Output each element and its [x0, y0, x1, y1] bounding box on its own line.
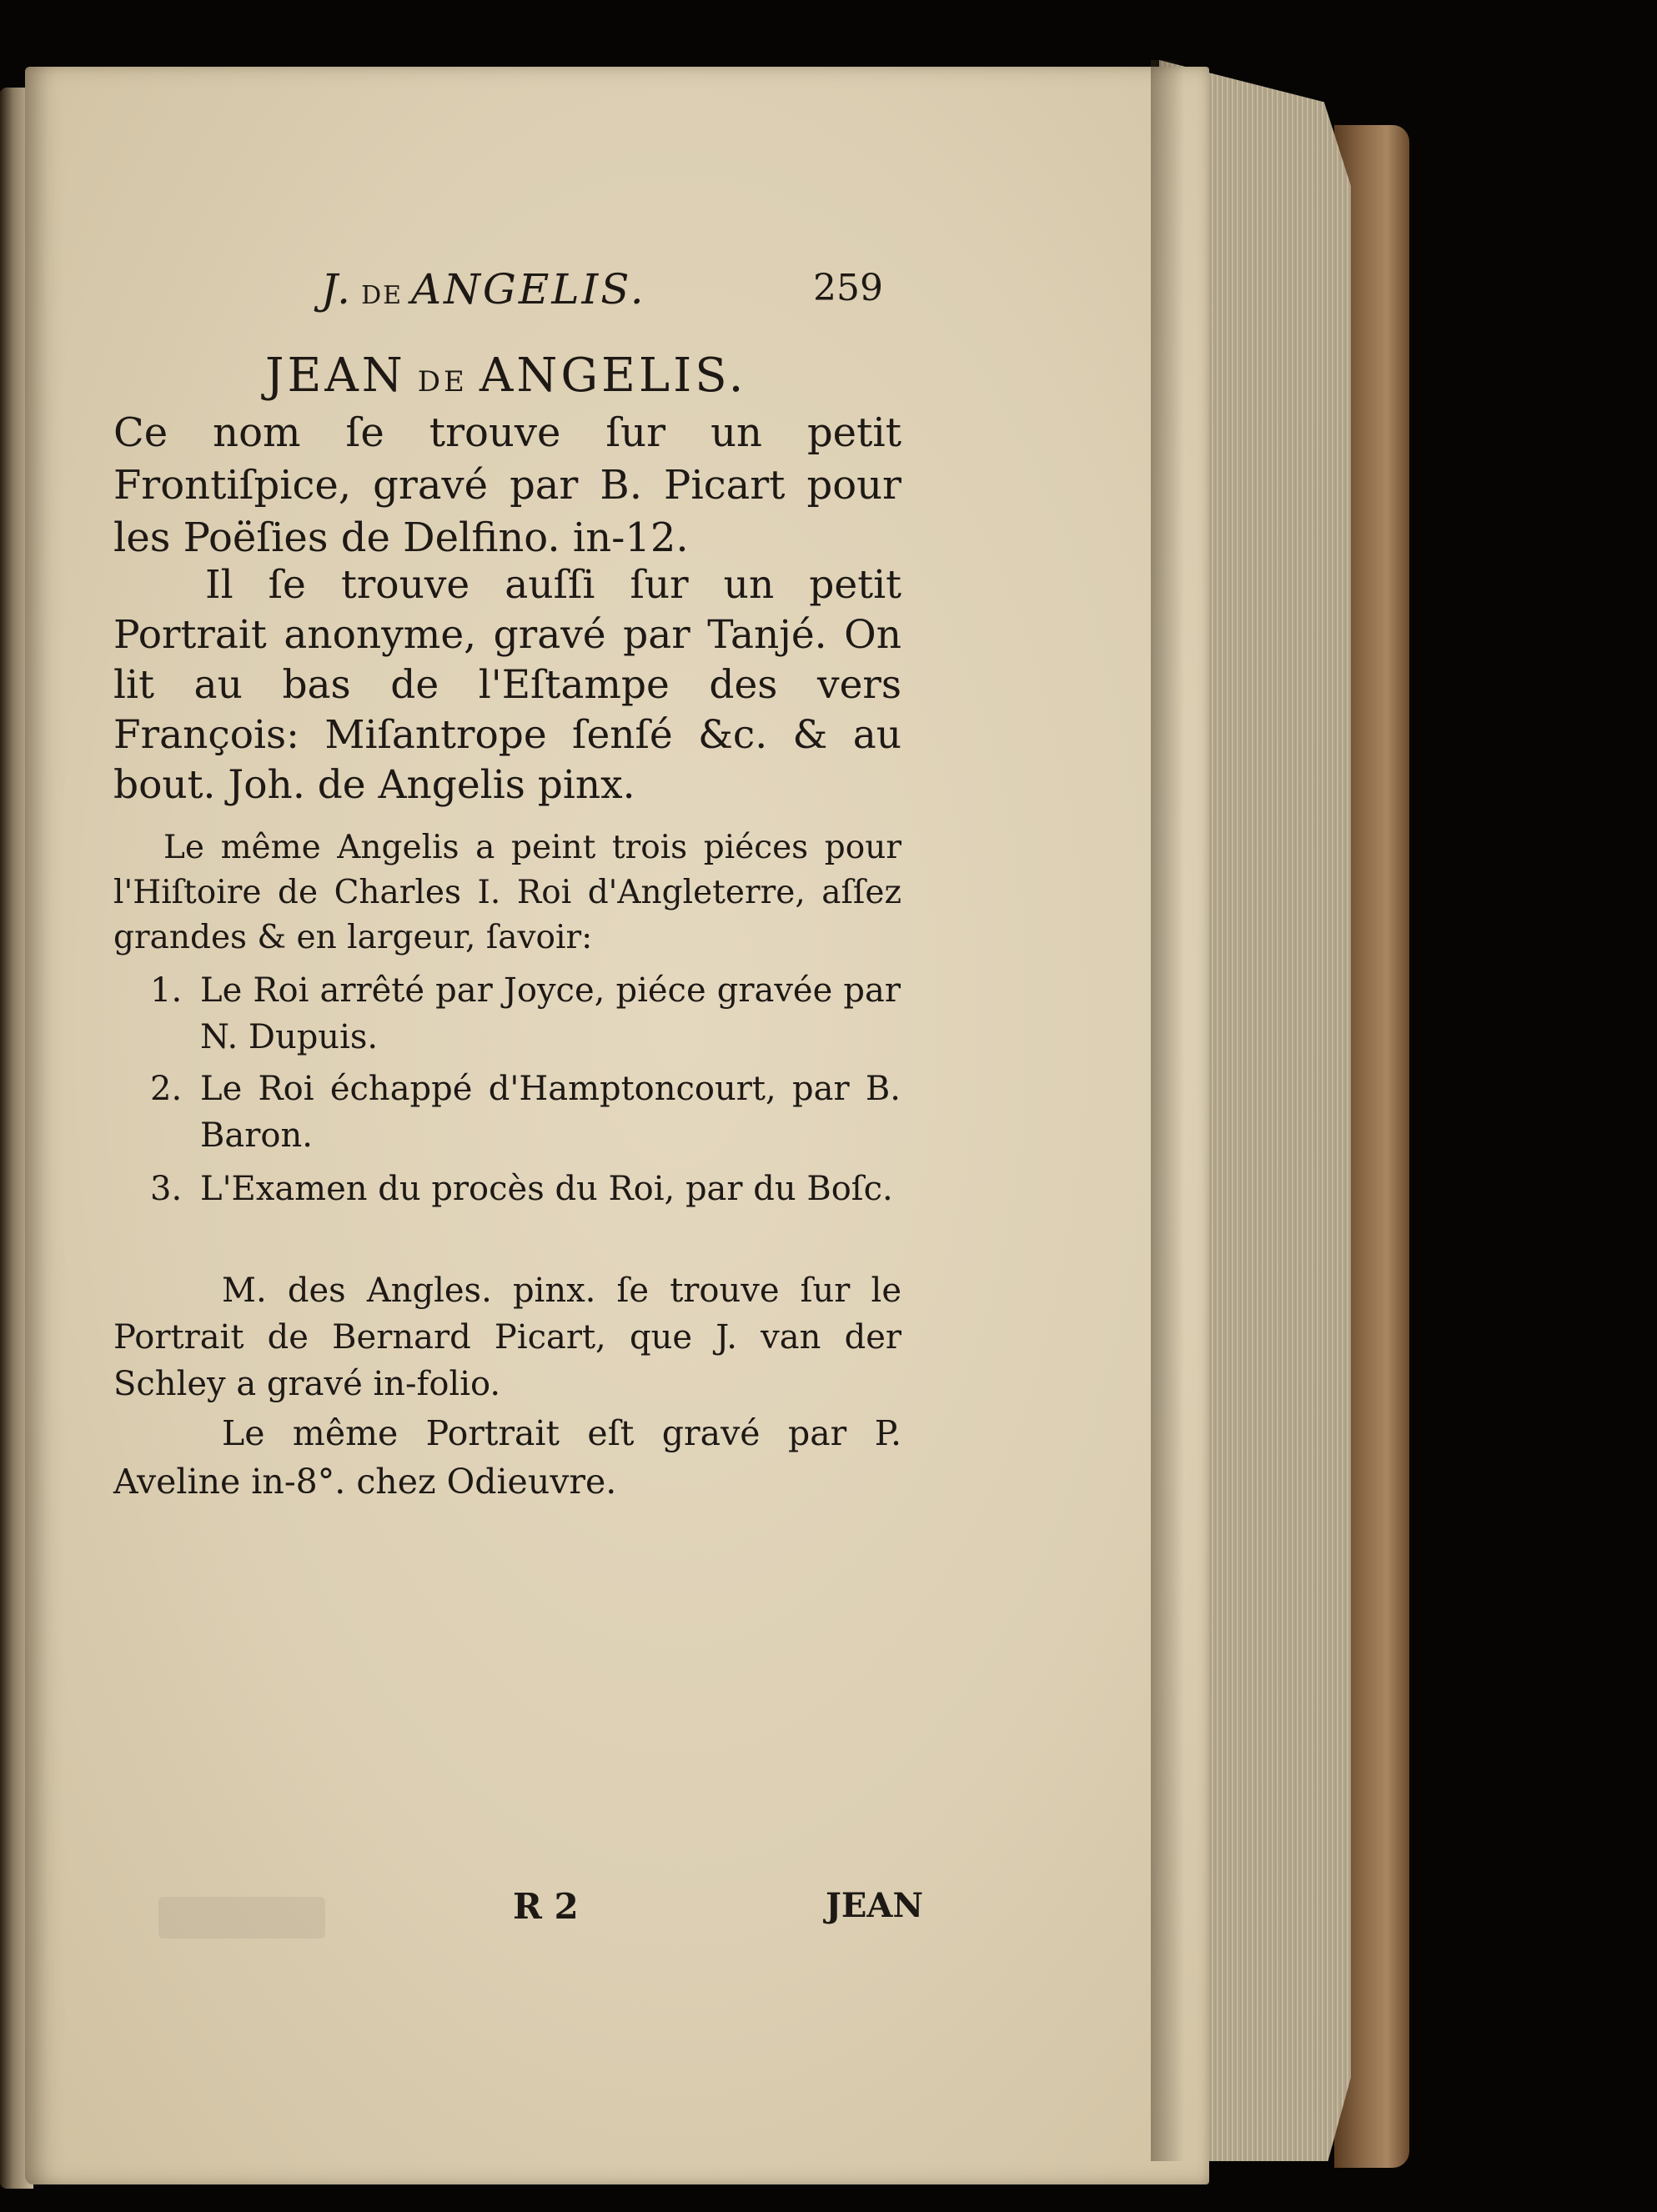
paragraph-angles: M. des Angles. pinx. ſe trouve ſur le Portrait de Bernard Picart, que J. van der Schley a gravé in-folio. [113, 1272, 901, 1403]
list-item [150, 1166, 901, 1212]
paragraph-portrait: Il ſe trouve auſſi ſur un petit Portrait anonyme, gravé par Tanjé. On lit au bas de l'Eſtampe des vers François: Miſantrope ſenſé &c. & au bout. Joh. de Angelis pinx. [113, 562, 901, 808]
heading-de: DE [417, 365, 468, 399]
list-item [150, 967, 901, 1061]
running-head-de: DE [361, 281, 404, 310]
running-head [321, 265, 646, 313]
list-item-text: Le Roi échappé d'Hamptoncourt, par B. Baron. [200, 1070, 901, 1155]
paragraph-charles: Le même Angelis a peint trois piéces pour l'Hiſtoire de Charles I. Roi d'Angleterre, aſſez grandes & en largeur, ſavoir: [113, 829, 901, 956]
list-item-number: 3. [150, 1170, 183, 1208]
running-head-name: ANGELIS. [411, 265, 646, 313]
show-through-mark [158, 1897, 325, 1939]
list-item-number: 1. [150, 971, 183, 1010]
heading-last: ANGELIS. [479, 349, 747, 403]
list-item-text: Le Roi arrêté par Joyce, piéce gravée par N. Dupuis. [200, 971, 901, 1056]
entry-heading [265, 349, 746, 403]
heading-first: JEAN [265, 349, 406, 403]
catchword: JEAN [826, 1886, 924, 1925]
list-item-text: L'Examen du procès du Roi, par du Boſc. [200, 1170, 893, 1208]
page-number: 259 [813, 267, 883, 309]
running-head-initial: J. [321, 265, 354, 313]
paragraph-aveline: Le même Portrait eſt gravé par P. Aveline in-8°. chez Odieuvre. [113, 1413, 901, 1502]
list-item [150, 1066, 901, 1159]
signature-mark: R 2 [513, 1886, 579, 1927]
list-item-number: 2. [150, 1070, 183, 1108]
paragraph-frontispice: Ce nom ſe trouve ſur un petit Frontiſpice, gravé par B. Picart pour les Poëſies de Delfino. in-12. [113, 409, 901, 561]
